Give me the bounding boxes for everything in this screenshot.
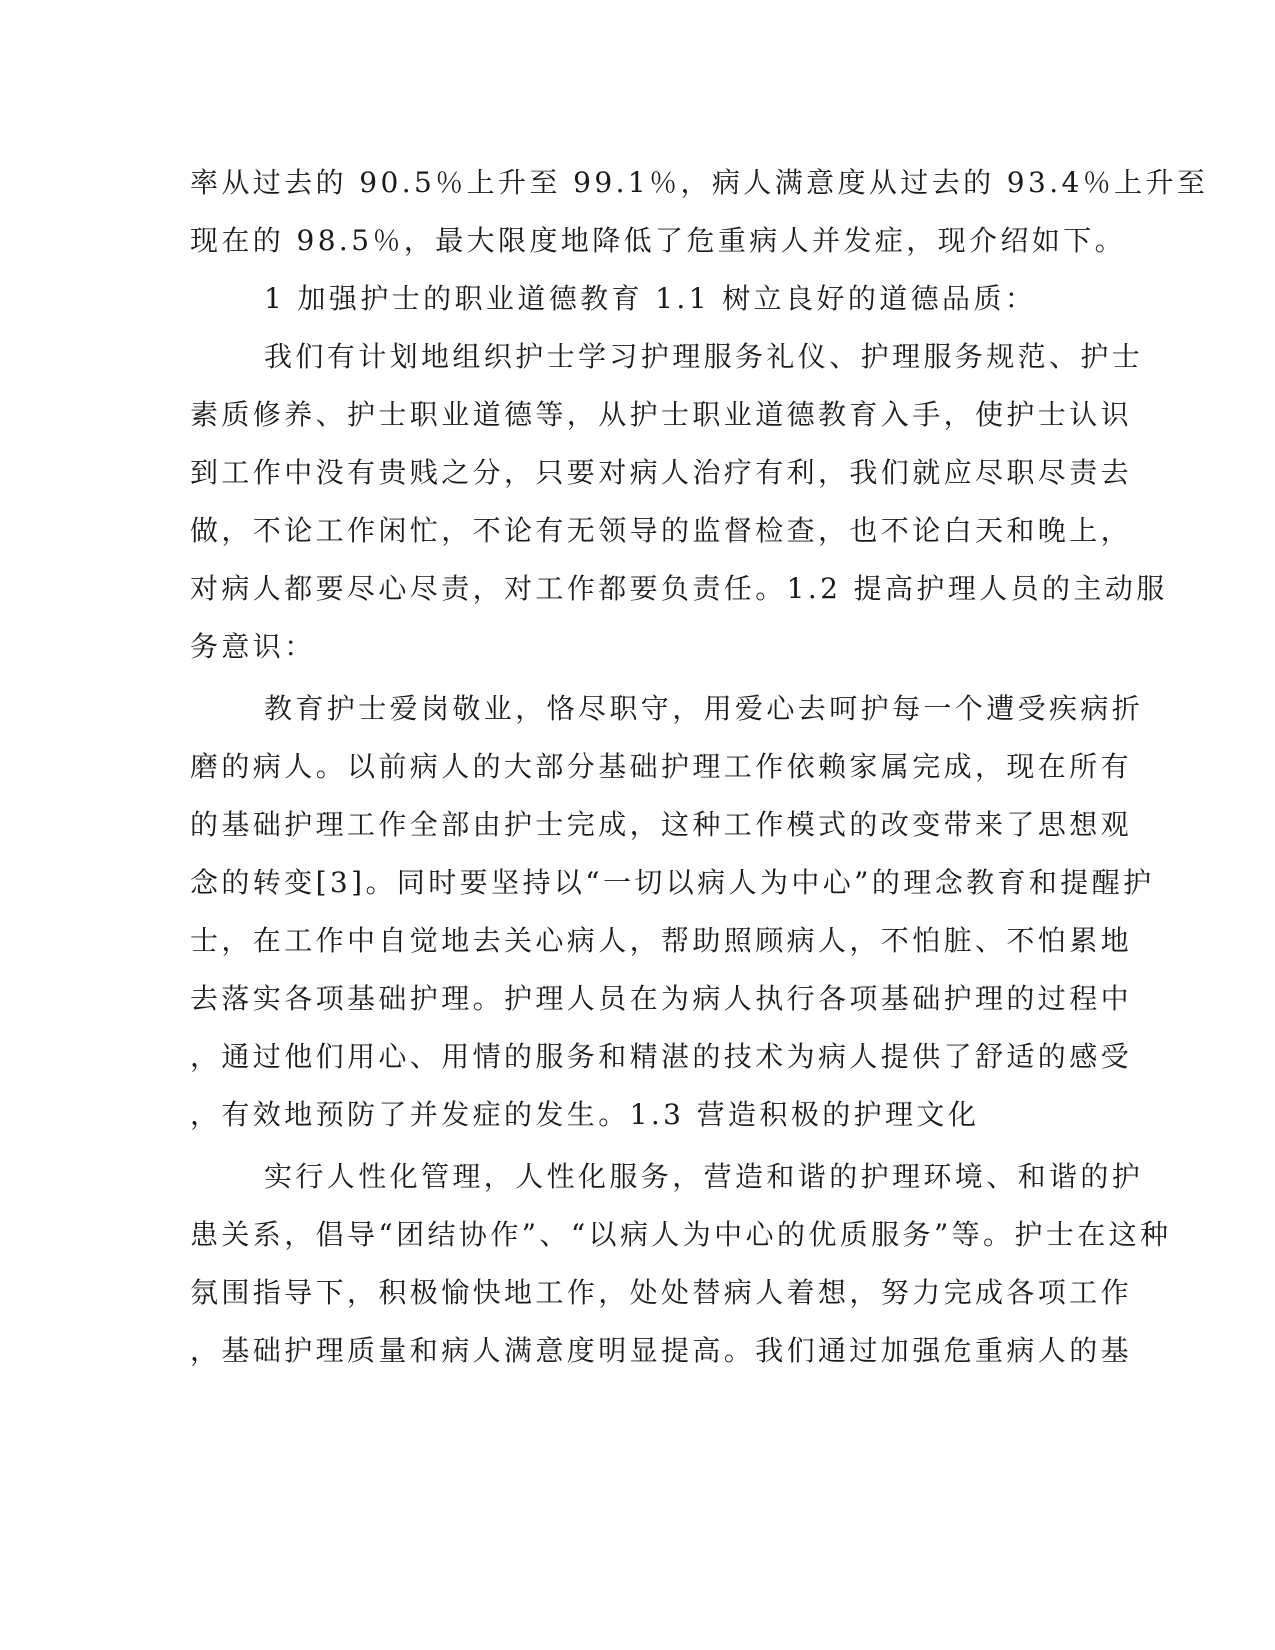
text-line: 我们有计划地组织护士学习护理服务礼仪、护理服务规范、护士 — [264, 340, 1144, 373]
text-line: 去落实各项基础护理。护理人员在为病人执行各项基础护理的过程中 — [190, 982, 1133, 1015]
text-line: 做，不论工作闲忙，不论有无领导的监督检查，也不论白天和晚上， — [190, 514, 1133, 547]
text-line: ，基础护理质量和病人满意度明显提高。我们通过加强危重病人的基 — [190, 1334, 1133, 1367]
text-line: 磨的病人。以前病人的大部分基础护理工作依赖家属完成，现在所有 — [190, 750, 1133, 783]
text-line: 率从过去的 90.5％上升至 99.1％，病人满意度从过去的 93.4％上升至 — [190, 166, 1209, 199]
text-line: 氛围指导下，积极愉快地工作，处处替病人着想，努力完成各项工作 — [190, 1276, 1133, 1309]
text-line: 士，在工作中自觉地去关心病人，帮助照顾病人，不怕脏、不怕累地 — [190, 924, 1133, 957]
text-line: 务意识： — [190, 630, 316, 663]
text-line: 到工作中没有贵贱之分，只要对病人治疗有利，我们就应尽职尽责去 — [190, 456, 1133, 489]
section-heading: 1 加强护士的职业道德教育 1.1 树立良好的道德品质： — [264, 282, 1037, 315]
text-line: ，通过他们用心、用情的服务和精湛的技术为病人提供了舒适的感受 — [190, 1040, 1133, 1073]
text-line: 的基础护理工作全部由护士完成，这种工作模式的改变带来了思想观 — [190, 808, 1133, 841]
text-line: 现在的 98.5％，最大限度地降低了危重病人并发症，现介绍如下。 — [190, 224, 1127, 257]
text-line: 素质修养、护士职业道德等，从护士职业道德教育入手，使护士认识 — [190, 398, 1133, 431]
text-line: ，有效地预防了并发症的发生。1.3 营造积极的护理文化 — [190, 1098, 980, 1131]
text-line: 教育护士爱岗敬业，恪尽职守，用爱心去呵护每一个遭受疾病折 — [264, 692, 1144, 725]
text-line: 对病人都要尽心尽责，对工作都要负责任。1.2 提高护理人员的主动服 — [190, 572, 1168, 605]
text-line: 念的转变[3]。同时要坚持以“一切以病人为中心”的理念教育和提醒护 — [190, 866, 1155, 899]
text-line: 实行人性化管理，人性化服务，营造和谐的护理环境、和谐的护 — [264, 1160, 1144, 1193]
text-line: 患关系，倡导“团结协作”、“以病人为中心的优质服务”等。护士在这种 — [190, 1218, 1172, 1251]
